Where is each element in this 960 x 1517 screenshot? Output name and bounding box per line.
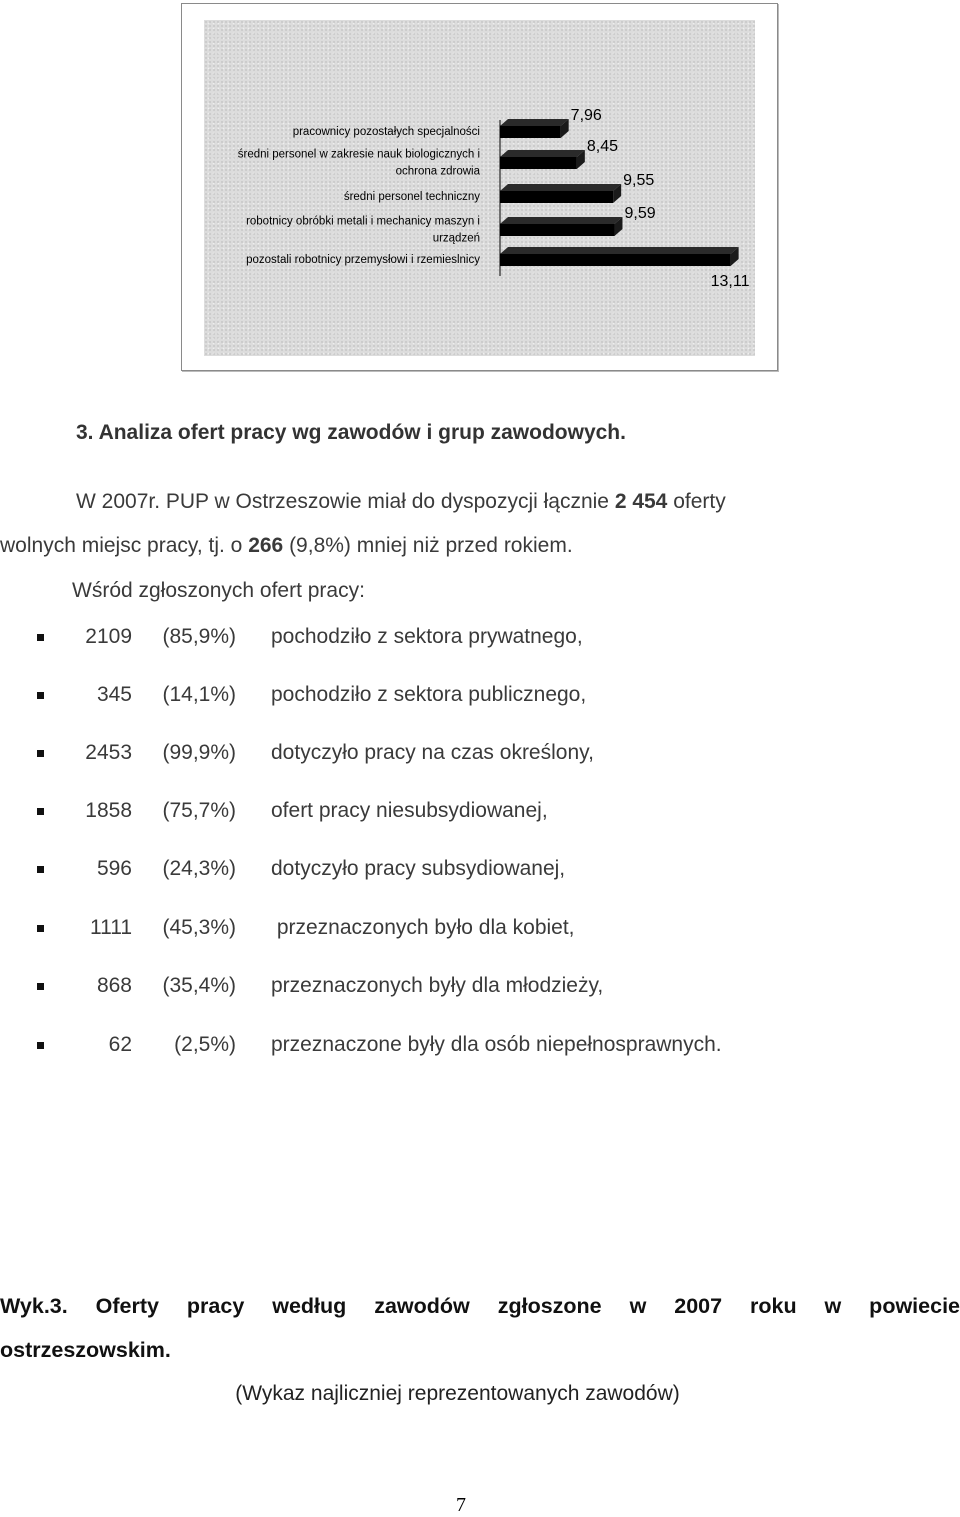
offer-count: 868	[96, 974, 132, 997]
category-label: średni personel w zakresie nauk biologicznych i	[237, 148, 480, 161]
offer-percent: (14,1%)	[162, 683, 236, 706]
bar-chart	[204, 20, 755, 356]
figure-caption: Wyk.3. Oferty pracy według zawodów zgłoszone w 2007 roku w powiecie	[0, 1294, 960, 1318]
section-heading: 3. Analiza ofert pracy wg zawodów i grup zawodowych.	[76, 421, 626, 444]
list-item	[0, 857, 960, 887]
bar-value-label: 9,55	[623, 172, 655, 189]
offer-count: 62	[108, 1033, 132, 1056]
list-item	[0, 741, 960, 771]
bar-top-face	[500, 217, 622, 224]
offer-description: pochodziło z sektora publicznego,	[271, 683, 587, 706]
offer-count: 2109	[85, 625, 132, 648]
intro-text: (9,8%) mniej niż przed rokiem.	[283, 534, 573, 557]
category-label: średni personel techniczny	[343, 191, 480, 203]
list-item	[0, 1033, 960, 1063]
offer-count: 596	[96, 857, 132, 880]
bar-top-face	[500, 247, 739, 254]
bar-top-face	[500, 184, 621, 191]
offer-count: 1858	[85, 799, 132, 822]
figure-caption-continued: ostrzeszowskim.	[0, 1338, 171, 1362]
offer-description: przeznaczonych były dla młodzieży,	[271, 974, 604, 997]
offer-description: przeznaczonych było dla kobiet,	[271, 916, 575, 939]
bar-value-label: 8,45	[586, 138, 618, 155]
bar	[500, 157, 577, 169]
bar	[500, 126, 561, 138]
offer-description: dotyczyło pracy na czas określony,	[271, 741, 594, 764]
chart-plot-area	[204, 20, 755, 356]
category-label: urządzeń	[432, 232, 480, 245]
intro-text: oferty	[667, 490, 726, 513]
category-label: pracownicy pozostałych specjalności	[292, 126, 480, 138]
intro-text: wolnych miejsc pracy, tj. o	[0, 534, 249, 557]
offer-count: 345	[96, 683, 132, 706]
bar	[500, 224, 614, 236]
offer-percent: (35,4%)	[162, 974, 236, 997]
intro-text: W 2007r. PUP w Ostrzeszowie miał do dyspozycji łącznie	[76, 490, 615, 513]
category-label: ochrona zdrowia	[395, 165, 480, 178]
list-item	[0, 799, 960, 829]
bar-value-label: 9,59	[624, 205, 656, 222]
intro-line-1	[76, 490, 726, 514]
offer-description: dotyczyło pracy subsydiowanej,	[271, 857, 566, 880]
list-heading: Wśród zgłoszonych ofert pracy:	[72, 579, 365, 602]
page-number: 7	[456, 1494, 466, 1516]
offer-count: 1111	[89, 916, 132, 939]
list-item	[0, 683, 960, 713]
bar	[500, 191, 613, 203]
category-label: robotnicy obróbki metali i mechanicy maszyn i	[246, 215, 480, 228]
offer-description: ofert pracy niesubsydiowanej,	[271, 799, 548, 822]
list-item	[0, 916, 960, 946]
bar	[500, 254, 731, 266]
offer-description: przeznaczone były dla osób niepełnosprawnych.	[271, 1033, 722, 1056]
offer-percent: (24,3%)	[162, 857, 236, 880]
list-item	[0, 974, 960, 1004]
chart-frame	[181, 3, 778, 371]
offer-count: 2453	[85, 741, 132, 764]
bar-value-label: 13,11	[710, 273, 750, 290]
offer-percent: (45,3%)	[162, 916, 236, 939]
offer-percent: (99,9%)	[162, 741, 236, 764]
bar-top-face	[500, 150, 585, 157]
offers-total: 2 454	[614, 490, 668, 513]
offer-percent: (85,9%)	[162, 625, 236, 648]
offer-percent: (2,5%)	[174, 1033, 236, 1056]
bar-top-face	[500, 119, 569, 126]
intro-line-2	[0, 534, 573, 558]
offers-decrease: 266	[248, 534, 284, 557]
bar-value-label: 7,96	[570, 107, 602, 124]
offer-percent: (75,7%)	[162, 799, 236, 822]
offer-description: pochodziło z sektora prywatnego,	[271, 625, 583, 648]
category-label: pozostali robotnicy przemysłowi i rzemieslnicy	[246, 254, 480, 266]
figure-subtitle: (Wykaz najliczniej reprezentowanych zawodów)	[235, 1382, 680, 1405]
list-item	[0, 625, 960, 655]
